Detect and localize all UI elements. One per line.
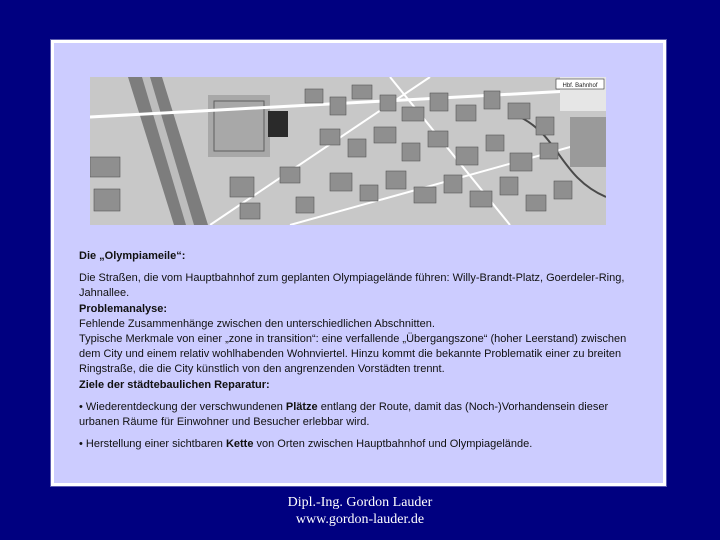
map-station-label: Hbf. Bahnhof xyxy=(562,83,598,89)
section-olympiameile-body: Die Straßen, die vom Hauptbahnhof zum geplanten Olympiagelände führen: Willy-Brandt-Platz, Goerdeler-Ring, Jahnallee. xyxy=(79,272,625,300)
section-problemanalyse-title: Problemanalyse: xyxy=(79,302,168,315)
bullet2-keyword: Kette xyxy=(225,438,254,451)
bullet2-text-end: von Orten zwischen Hauptbahnhof und Olympiagelände. xyxy=(253,438,533,451)
section-olympiameile-title: Die „Olympiameile“: xyxy=(79,250,186,262)
footer-author: Dipl.-Ing. Gordon Lauder xyxy=(287,495,433,510)
city-map-image xyxy=(90,77,606,225)
bullet1-text-end: entlang der Route, damit das (Noch-)Vorhandensein dieser urbanen Räume für Einwohner und Besucher erlebbar wird. xyxy=(79,400,609,429)
ziele-bullet-2 xyxy=(79,437,639,452)
bullet2-text-start: • Herstellung einer sichtbaren xyxy=(79,438,226,451)
problemanalyse-line2: Typische Merkmale von einer „zone in transition“: eine verfallende „Übergangszone“ (hoher Leerstand) zwischen dem City und einem relativ wohlhabenden Wohnviertel. Hinzu kommt die bekannte Problematik einer zu breiten Ringstraße, die die City künstlich von den angrenzenden Vorstädten trennt. xyxy=(79,333,627,376)
map-drawing xyxy=(90,77,606,225)
text-content xyxy=(79,249,639,452)
bullet1-text-start: • Wiederentdeckung der verschwundenen xyxy=(79,400,286,413)
bullet1-keyword: Plätze xyxy=(285,400,318,413)
ziele-bullet-1 xyxy=(79,400,639,430)
section-ziele-title: Ziele der städtebaulichen Reparatur: xyxy=(79,378,270,391)
footer-website: www.gordon-lauder.de xyxy=(295,512,425,527)
footer xyxy=(0,494,720,528)
problemanalyse-line1: Fehlende Zusammenhänge zwischen den unterschiedlichen Abschnitten. xyxy=(79,317,435,330)
